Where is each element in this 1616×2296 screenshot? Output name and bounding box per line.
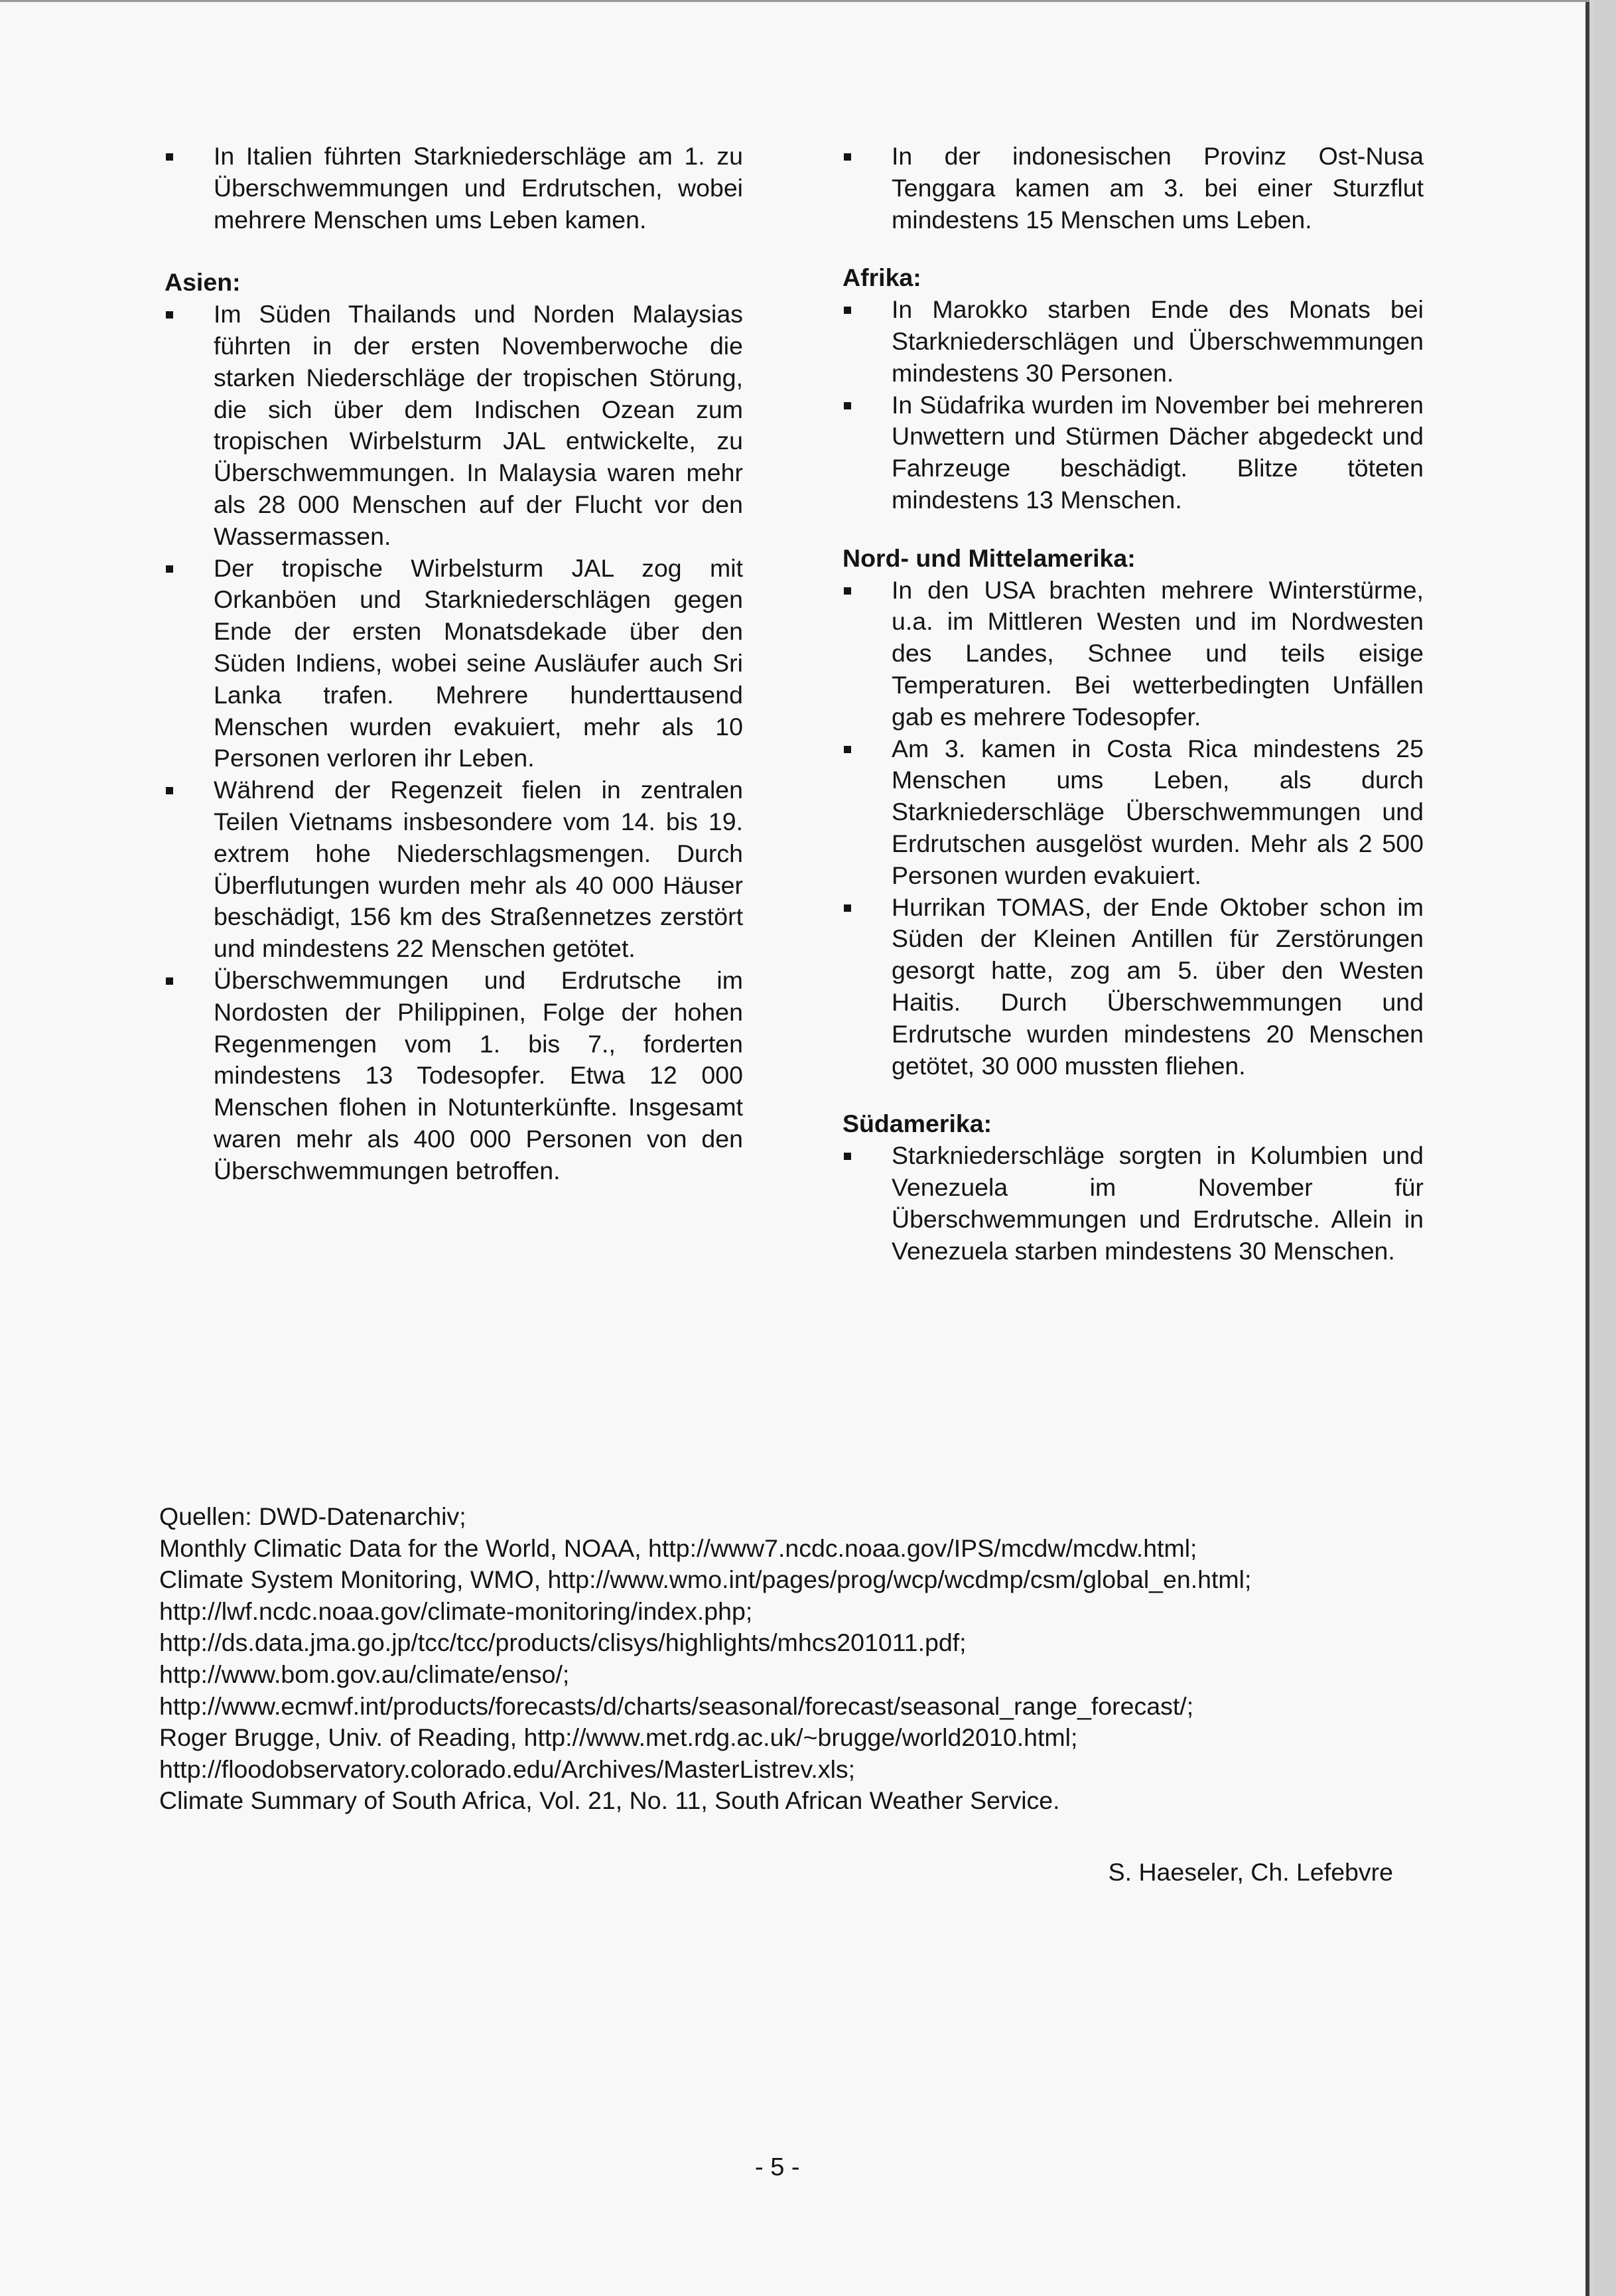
bullet-icon — [844, 153, 851, 161]
list-item — [842, 294, 1424, 389]
list-item — [842, 733, 1424, 892]
bullet-icon — [166, 565, 173, 573]
list-item-text: Im Süden Thailands und Norden Malaysias führten in der ersten Novemberwoche die starken Niederschläge der tropischen Störung, die sich über dem Indischen Ozean zum tropischen Wirbelsturm JAL entwickelte, zu Überschwemmungen. In Malaysia waren mehr als 28 000 Menschen auf der Flucht vor den Wassermassen. — [214, 300, 743, 550]
bullet-icon — [166, 153, 173, 161]
bullet-icon — [166, 977, 173, 985]
right-intro-list — [842, 141, 1424, 236]
source-line: http://www.bom.gov.au/climate/enso/; — [159, 1660, 570, 1688]
section-heading-south-america: Südamerika: — [842, 1110, 992, 1138]
list-item — [842, 575, 1424, 733]
list-item — [842, 141, 1424, 236]
scan-edge — [1593, 0, 1616, 2296]
list-item-text: Hurrikan TOMAS, der Ende Oktober schon im Süden der Kleinen Antillen für Zerstörungen gesorgt hatte, zog am 5. über den Westen Haitis. Durch Überschwemmungen und Erdrutsche wurden mindestens 20 Menschen getötet, 30 000 mussten fliehen. — [892, 893, 1424, 1080]
source-line: Monthly Climatic Data for the World, NOAA, http://www7.ncdc.noaa.gov/IPS/mcdw/mcdw.html; — [159, 1534, 1197, 1562]
bullet-icon — [844, 746, 851, 753]
left-column — [165, 141, 743, 1187]
list-item-text: Während der Regenzeit fielen in zentralen Teilen Vietnams insbesondere vom 14. bis 19. extrem hohe Niederschlagsmengen. Durch Überflutungen wurden mehr als 40 000 Häuser beschädigt, 156 km des Straßennetzes zerstört und mindestens 22 Menschen getötet. — [214, 776, 743, 963]
list-item-text: In der indonesischen Provinz Ost-Nusa Tenggara kamen am 3. bei einer Sturzflut mindestens 15 Menschen ums Leben. — [892, 142, 1424, 234]
list-item — [165, 299, 743, 552]
sources-block — [159, 1501, 1433, 1817]
list-item — [165, 965, 743, 1187]
source-line: Quellen: DWD-Datenarchiv; — [159, 1502, 466, 1530]
list-item-text: In Südafrika wurden im November bei mehreren Unwettern und Stürmen Dächer abgedeckt und Fahrzeuge beschädigt. Blitze töteten mindestens 13 Menschen. — [892, 390, 1424, 514]
source-line: Roger Brugge, Univ. of Reading, http://www.met.rdg.ac.uk/~brugge/world2010.html; — [159, 1723, 1078, 1752]
right-column — [842, 141, 1424, 1267]
list-item-text: Starkniederschläge sorgten in Kolumbien und Venezuela im November für Überschwemmungen und Erdrutsche. Allein in Venezuela starben mindestens 30 Menschen. — [892, 1141, 1424, 1265]
bullet-icon — [844, 904, 851, 912]
list-item — [165, 774, 743, 965]
source-line: http://floodobservatory.colorado.edu/Archives/MasterListrev.xls; — [159, 1755, 856, 1783]
left-intro-list — [165, 141, 743, 236]
page-number: - 5 - — [755, 2153, 800, 2181]
bullet-icon — [166, 787, 173, 794]
list-item — [165, 141, 743, 236]
list-item-text: In Italien führten Starkniederschläge am 1. zu Überschwemmungen und Erdrutschen, wobei mehrere Menschen ums Leben kamen. — [214, 142, 743, 234]
authors: S. Haeseler, Ch. Lefebvre — [1108, 1858, 1393, 1886]
list-item — [842, 1140, 1424, 1267]
list-item — [165, 553, 743, 775]
source-line: http://lwf.ncdc.noaa.gov/climate-monitoring/index.php; — [159, 1597, 753, 1625]
page-top-border — [0, 0, 1589, 2]
bullet-icon — [844, 307, 851, 314]
source-line: http://www.ecmwf.int/products/forecasts/d/charts/seasonal/forecast/seasonal_range_forecast/; — [159, 1691, 1194, 1720]
list-item-text: Überschwemmungen und Erdrutsche im Nordosten der Philippinen, Folge der hohen Regenmengen vom 1. bis 7., forderten mindestens 13 Todesopfer. Etwa 12 000 Menschen flohen in Notunterkünfte. Insgesamt waren mehr als 400 000 Personen von den Überschwemmungen betroffen. — [214, 966, 743, 1184]
section-heading-africa: Afrika: — [842, 263, 921, 292]
list-item — [842, 390, 1424, 516]
bullet-icon — [166, 311, 173, 319]
section-heading-asia: Asien: — [165, 268, 241, 297]
list-item-text: Der tropische Wirbelsturm JAL zog mit Orkanböen und Starkniederschlägen gegen Ende der ersten Monatsdekade über den Süden Indiens, wobei seine Ausläufer auch Sri Lanka trafen. Mehrere hunderttausend Menschen wurden evakuiert, mehr als 10 Personen verloren ihr Leben. — [214, 553, 743, 772]
source-line: http://ds.data.jma.go.jp/tcc/tcc/products/clisys/highlights/mhcs201011.pdf; — [159, 1628, 967, 1657]
source-line: Climate System Monitoring, WMO, http://www.wmo.int/pages/prog/wcp/wcdmp/csm/global_en.html; — [159, 1565, 1252, 1594]
bullet-icon — [844, 402, 851, 409]
section-heading-north-central-america: Nord- und Mittelamerika: — [842, 543, 1136, 572]
source-line: Climate Summary of South Africa, Vol. 21, No. 11, South African Weather Service. — [159, 1786, 1060, 1815]
africa-list — [842, 294, 1424, 516]
list-item — [842, 892, 1424, 1082]
south-america-list — [842, 1140, 1424, 1267]
list-item-text: In den USA brachten mehrere Winterstürme, u.a. im Mittleren Westen und im Nordwesten des Landes, Schnee und teils eisige Temperaturen. Bei wetterbedingten Unfällen gab es mehrere Todesopfer. — [892, 575, 1424, 731]
bullet-icon — [844, 587, 851, 595]
list-item-text: In Marokko starben Ende des Monats bei Starkniederschlägen und Überschwemmungen mindestens 30 Personen. — [892, 295, 1424, 387]
bullet-icon — [844, 1153, 851, 1160]
north-central-america-list — [842, 575, 1424, 1082]
asia-list — [165, 299, 743, 1186]
list-item-text: Am 3. kamen in Costa Rica mindestens 25 Menschen ums Leben, als durch Starkniederschläge Überschwemmungen und Erdrutschen ausgelöst wurden. Mehr als 2 500 Personen wurden evakuiert. — [892, 734, 1424, 889]
